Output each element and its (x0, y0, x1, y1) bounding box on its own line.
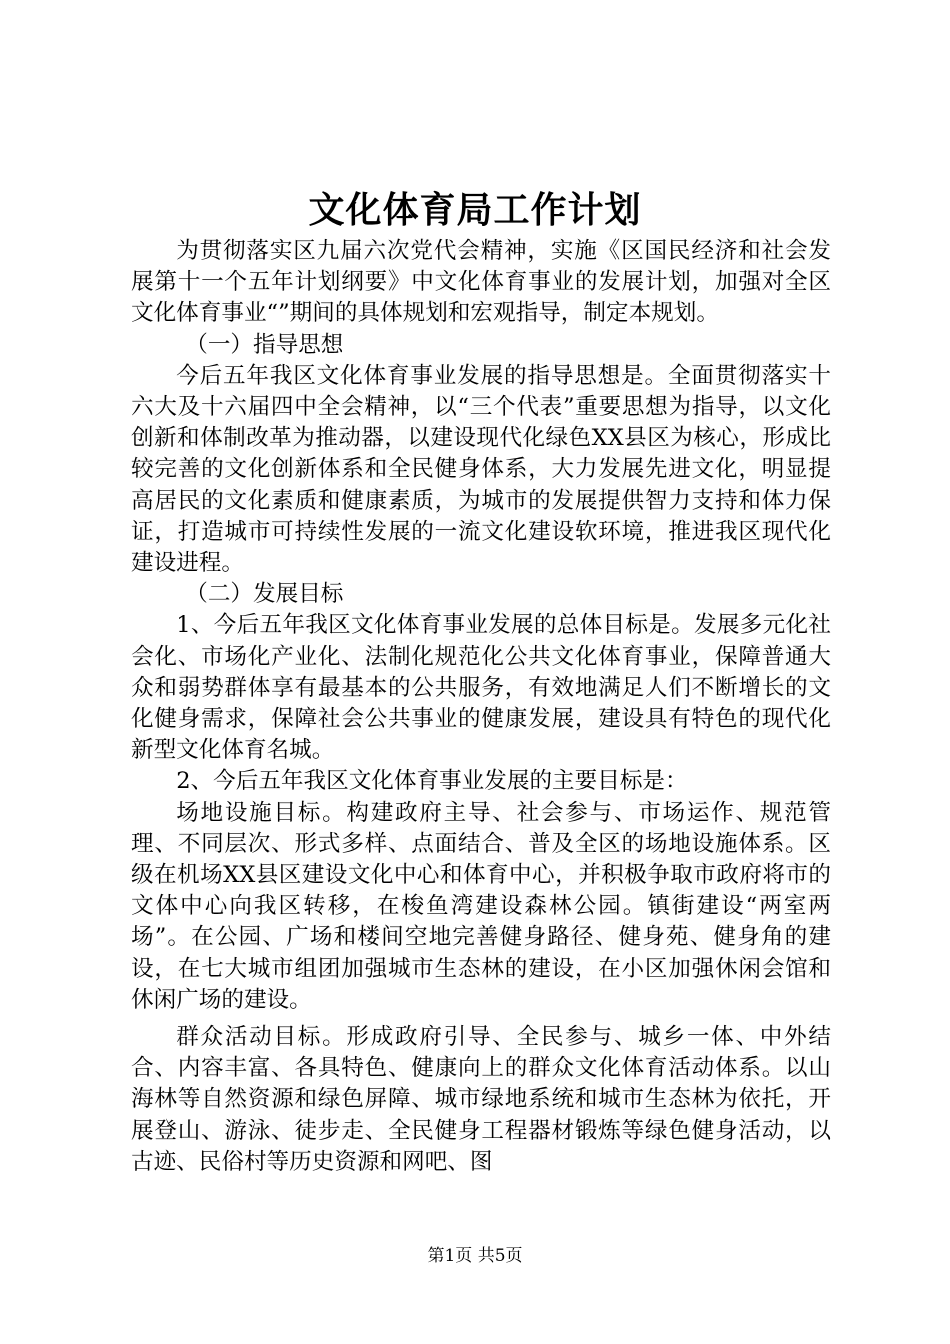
paragraph-mass-activity-goal: 群众活动目标。形成政府引导、全民参与、城乡一体、中外结合、内容丰富、各具特色、健康向上的群众文化体育活动体系。以山海林等自然资源和绿色屏障、城市绿地系统和城市生态林为依托，开展登山、游泳、徒步走、全民健身工程器材锻炼等绿色健身活动，以古迹、民俗村等历史资源和网吧、图 (131, 1024, 831, 1175)
document-body (131, 236, 831, 1178)
paragraph-overall-goal: 1、今后五年我区文化体育事业发展的总体目标是。发展多元化社会化、市场化产业化、法制化规范化公共文化体育事业，保障普通大众和弱势群体享有最基本的公共服务，有效地满足人们不断增长的文化健身需求，保障社会公共事业的健康发展，建设具有特色的现代化新型文化体育名城。 (131, 612, 831, 764)
section-heading-development-goals: （二）发展目标 (185, 581, 344, 608)
paragraph-main-goals-intro: 2、今后五年我区文化体育事业发展的主要目标是： (176, 768, 688, 795)
document-title: 文化体育局工作计划 (308, 189, 642, 231)
paragraph-intro: 为贯彻落实区九届六次党代会精神，实施《区国民经济和社会发展第十一个五年计划纲要》中文化体育事业的发展计划，加强对全区文化体育事业“”期间的具体规划和宏观指导，制定本规划。 (131, 238, 831, 327)
paragraph-guiding-ideology: 今后五年我区文化体育事业发展的指导思想是。全面贯彻落实十六大及十六届四中全会精神，以“三个代表”重要思想为指导，以文化创新和体制改革为推动器，以建设现代化绿色XX县区为核心，形成比较完善的文化创新体系和全民健身体系，大力发展先进文化，明显提高居民的文化素质和健康素质，为城市的发展提供智力支持和体力保证，打造城市可持续性发展的一流文化建设软环境，推进我区现代化建设进程。 (131, 362, 831, 577)
section-heading-guiding-ideology: （一）指导思想 (185, 331, 344, 358)
page-number-footer: 第1页 共5页 (427, 1246, 523, 1266)
paragraph-facility-goal: 场地设施目标。构建政府主导、社会参与、市场运作、规范管理、不同层次、形式多样、点面结合、普及全区的场地设施体系。区级在机场XX县区建设文化中心和体育中心，并积极争取市政府将市的文体中心向我区转移，在梭鱼湾建设森林公园。镇街建设“两室两场”。在公园、广场和楼间空地完善健身路径、健身苑、健身角的建设，在七大城市组团加强城市生态林的建设，在小区加强休闲会馆和休闲广场的建设。 (131, 799, 831, 1013)
